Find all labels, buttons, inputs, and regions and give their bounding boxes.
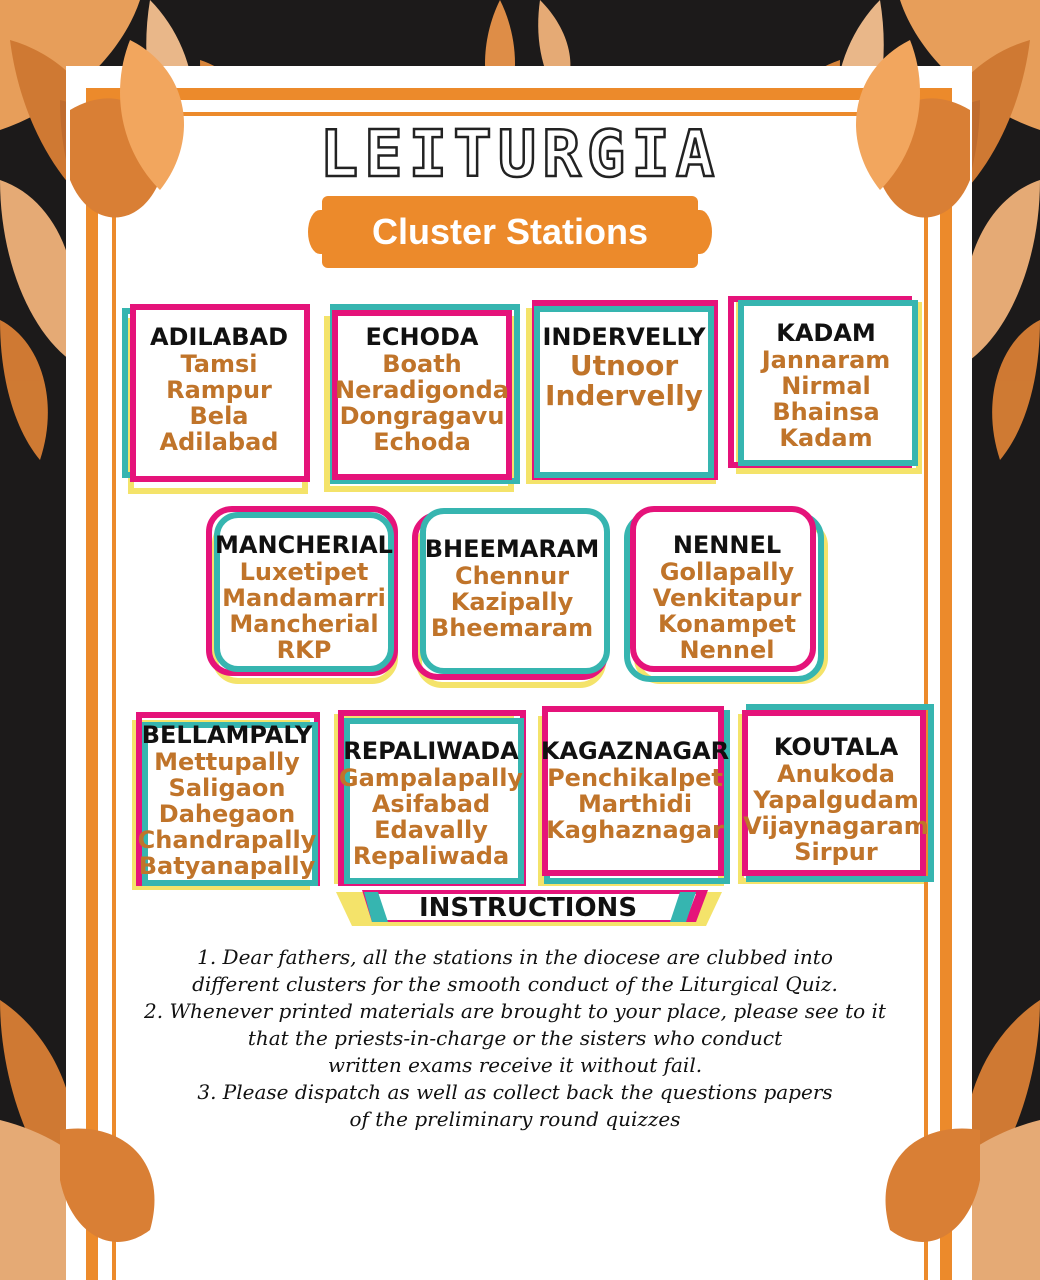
station: Vijaynagaram (743, 812, 929, 840)
instructions-title: INSTRUCTIONS (418, 893, 638, 923)
cluster-name: REPALIWADA (343, 737, 519, 765)
page-title: LEITURGIA (319, 118, 721, 192)
cluster-card-mancherial (206, 506, 402, 684)
station: Edavally (374, 816, 488, 844)
station: Echoda (373, 428, 471, 456)
station: Dongragavu (339, 402, 505, 430)
station: Indervelly (545, 379, 703, 412)
station: Dahegaon (158, 800, 296, 828)
station: Kadam (779, 424, 873, 452)
station: Rampur (166, 376, 272, 404)
cluster-name: BHEEMARAM (424, 535, 600, 563)
cluster-name: KOUTALA (773, 733, 899, 761)
cluster-card-adilabad (122, 304, 316, 494)
station: Yapalgudam (753, 786, 919, 814)
cluster-card-nennel (624, 506, 830, 686)
station: Mettupally (154, 748, 300, 776)
cluster-name: ECHODA (365, 323, 479, 351)
station: Jannaram (761, 346, 891, 374)
station: Tamsi (180, 350, 258, 378)
instruction-line: that the priests-in-charge or the sisters who conduct (247, 1026, 783, 1050)
cluster-card-repaliwada (334, 710, 528, 886)
station: Repaliwada (352, 842, 510, 870)
cluster-name: MANCHERIAL (215, 531, 393, 559)
cluster-name: INDERVELLY (542, 323, 706, 351)
instruction-line: different clusters for the smooth conduct of the Liturgical Quiz. (192, 972, 838, 996)
station: Chennur (454, 562, 570, 590)
cluster-card-bellampaly (132, 712, 322, 890)
cluster-name: KADAM (776, 319, 876, 347)
station: Asifabad (371, 790, 491, 818)
station: Mancherial (229, 610, 379, 638)
station: RKP (276, 636, 332, 664)
cluster-name: KAGAZNAGAR (540, 737, 730, 765)
station: Batyanapally (138, 852, 316, 880)
station: Kazipally (450, 588, 574, 616)
station: Konampet (658, 610, 796, 638)
instruction-line: 3. Please dispatch as well as collect back the questions papers (197, 1080, 833, 1104)
station: Kaghaznagar (546, 816, 724, 844)
station: Gampalapally (338, 764, 524, 792)
station: Bheemaram (430, 614, 594, 642)
station: Gollapally (659, 558, 795, 586)
station: Sirpur (794, 838, 878, 866)
station: Luxetipet (239, 558, 369, 586)
station: Neradigonda (335, 376, 509, 404)
station: Saligaon (168, 774, 286, 802)
station: Mandamarri (222, 584, 386, 612)
subtitle-banner (322, 196, 698, 268)
cluster-card-echoda (324, 302, 520, 494)
instructions-body (120, 944, 910, 1133)
station: Anukoda (777, 760, 895, 788)
cluster-card-kagaznagar (538, 706, 732, 886)
cluster-card-indervelly (526, 300, 722, 484)
station: Penchikalpet (547, 764, 723, 792)
cluster-card-koutala (738, 704, 934, 884)
cluster-card-bheemaram (412, 508, 612, 688)
station: Bhainsa (772, 398, 880, 426)
station: Adilabad (159, 428, 279, 456)
instruction-line: 2. Whenever printed materials are brought to your place, please see to it (144, 999, 886, 1023)
station: Venkitapur (652, 584, 802, 612)
instruction-line: written exams receive it without fail. (327, 1053, 703, 1077)
station: Utnoor (569, 349, 679, 382)
cluster-name: NENNEL (672, 531, 782, 559)
station: Nirmal (781, 372, 871, 400)
station: Chandrapally (137, 826, 317, 854)
instruction-line: of the preliminary round quizzes (349, 1107, 681, 1131)
station: Marthidi (577, 790, 693, 818)
cluster-card-kadam (728, 296, 924, 476)
cluster-name: ADILABAD (149, 323, 289, 351)
cluster-name: BELLAMPALY (141, 721, 313, 749)
station: Boath (382, 350, 462, 378)
station: Bela (189, 402, 249, 430)
station: Nennel (679, 636, 775, 664)
instruction-line: 1. Dear fathers, all the stations in the diocese are clubbed into (197, 945, 833, 969)
page-subtitle: Cluster Stations (371, 211, 649, 252)
